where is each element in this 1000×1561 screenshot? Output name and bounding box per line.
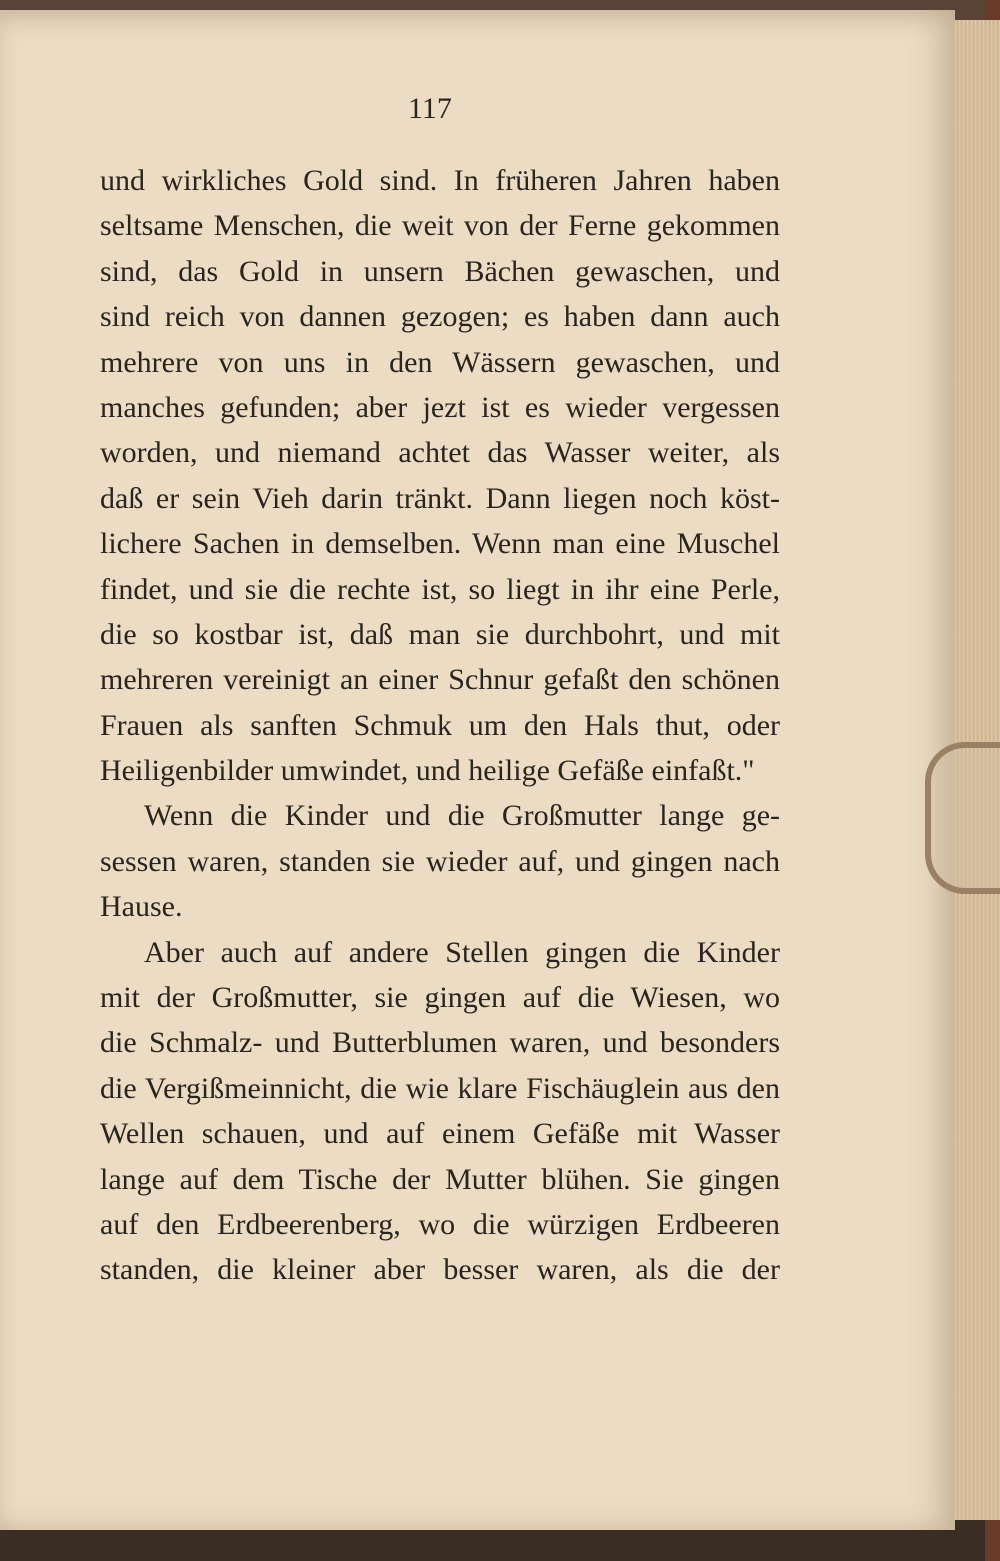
text-line: die Vergißmeinnicht, die wie klare Fischäuglein aus den <box>100 1071 780 1105</box>
text-line: Wellen schauen, und auf einem Gefäße mit Wasser <box>100 1117 780 1151</box>
page-number: 117 <box>408 92 452 125</box>
body-text <box>100 158 780 1293</box>
text-line: worden, und niemand achtet das Wasser weiter, als <box>100 436 780 470</box>
text-line: mehreren vereinigt an einer Schnur gefaßt den schönen <box>100 663 780 697</box>
text-line: lange auf dem Tische der Mutter blühen. Sie gingen <box>100 1162 780 1196</box>
text-line: findet, und sie die rechte ist, so liegt in ihr eine Perle, <box>100 572 780 606</box>
text-line: lichere Sachen in demselben. Wenn man eine Muschel <box>100 527 780 561</box>
text-line: daß er sein Vieh darin tränkt. Dann liegen noch köst- <box>100 481 780 515</box>
text-line: sind, das Gold in unsern Bächen gewaschen, und <box>100 254 780 288</box>
text-line: Hause. <box>100 890 183 924</box>
text-line: mit der Großmutter, sie gingen auf die Wiesen, wo <box>100 981 780 1015</box>
text-line: sind reich von dannen gezogen; es haben dann auch <box>100 300 780 334</box>
text-line: seltsame Menschen, die weit von der Ferne gekommen <box>100 209 780 243</box>
text-line: die so kostbar ist, daß man sie durchbohrt, und mit <box>100 617 780 651</box>
text-line: auf den Erdbeerenberg, wo die würzigen Erdbeeren <box>100 1207 780 1241</box>
text-line: die Schmalz- und Butterblumen waren, und besonders <box>100 1026 780 1060</box>
text-line: sessen waren, standen sie wieder auf, und gingen nach <box>100 844 780 878</box>
text-line: manches gefunden; aber jezt ist es wieder vergessen <box>100 390 780 424</box>
text-line: und wirkliches Gold sind. In früheren Jahren haben <box>100 164 780 197</box>
book-clasp <box>925 742 1000 894</box>
text-line: mehrere von uns in den Wässern gewaschen, und <box>100 345 780 379</box>
text-line: Wenn die Kinder und die Großmutter lange ge- <box>144 799 780 833</box>
text-line: Aber auch auf andere Stellen gingen die Kinder <box>144 935 780 969</box>
text-line: Frauen als sanften Schmuk um den Hals thut, oder <box>100 708 780 742</box>
text-line: standen, die kleiner aber besser waren, als die der <box>100 1253 780 1287</box>
text-line: Heiligenbilder umwindet, und heilige Gefäße einfaßt." <box>100 754 755 788</box>
